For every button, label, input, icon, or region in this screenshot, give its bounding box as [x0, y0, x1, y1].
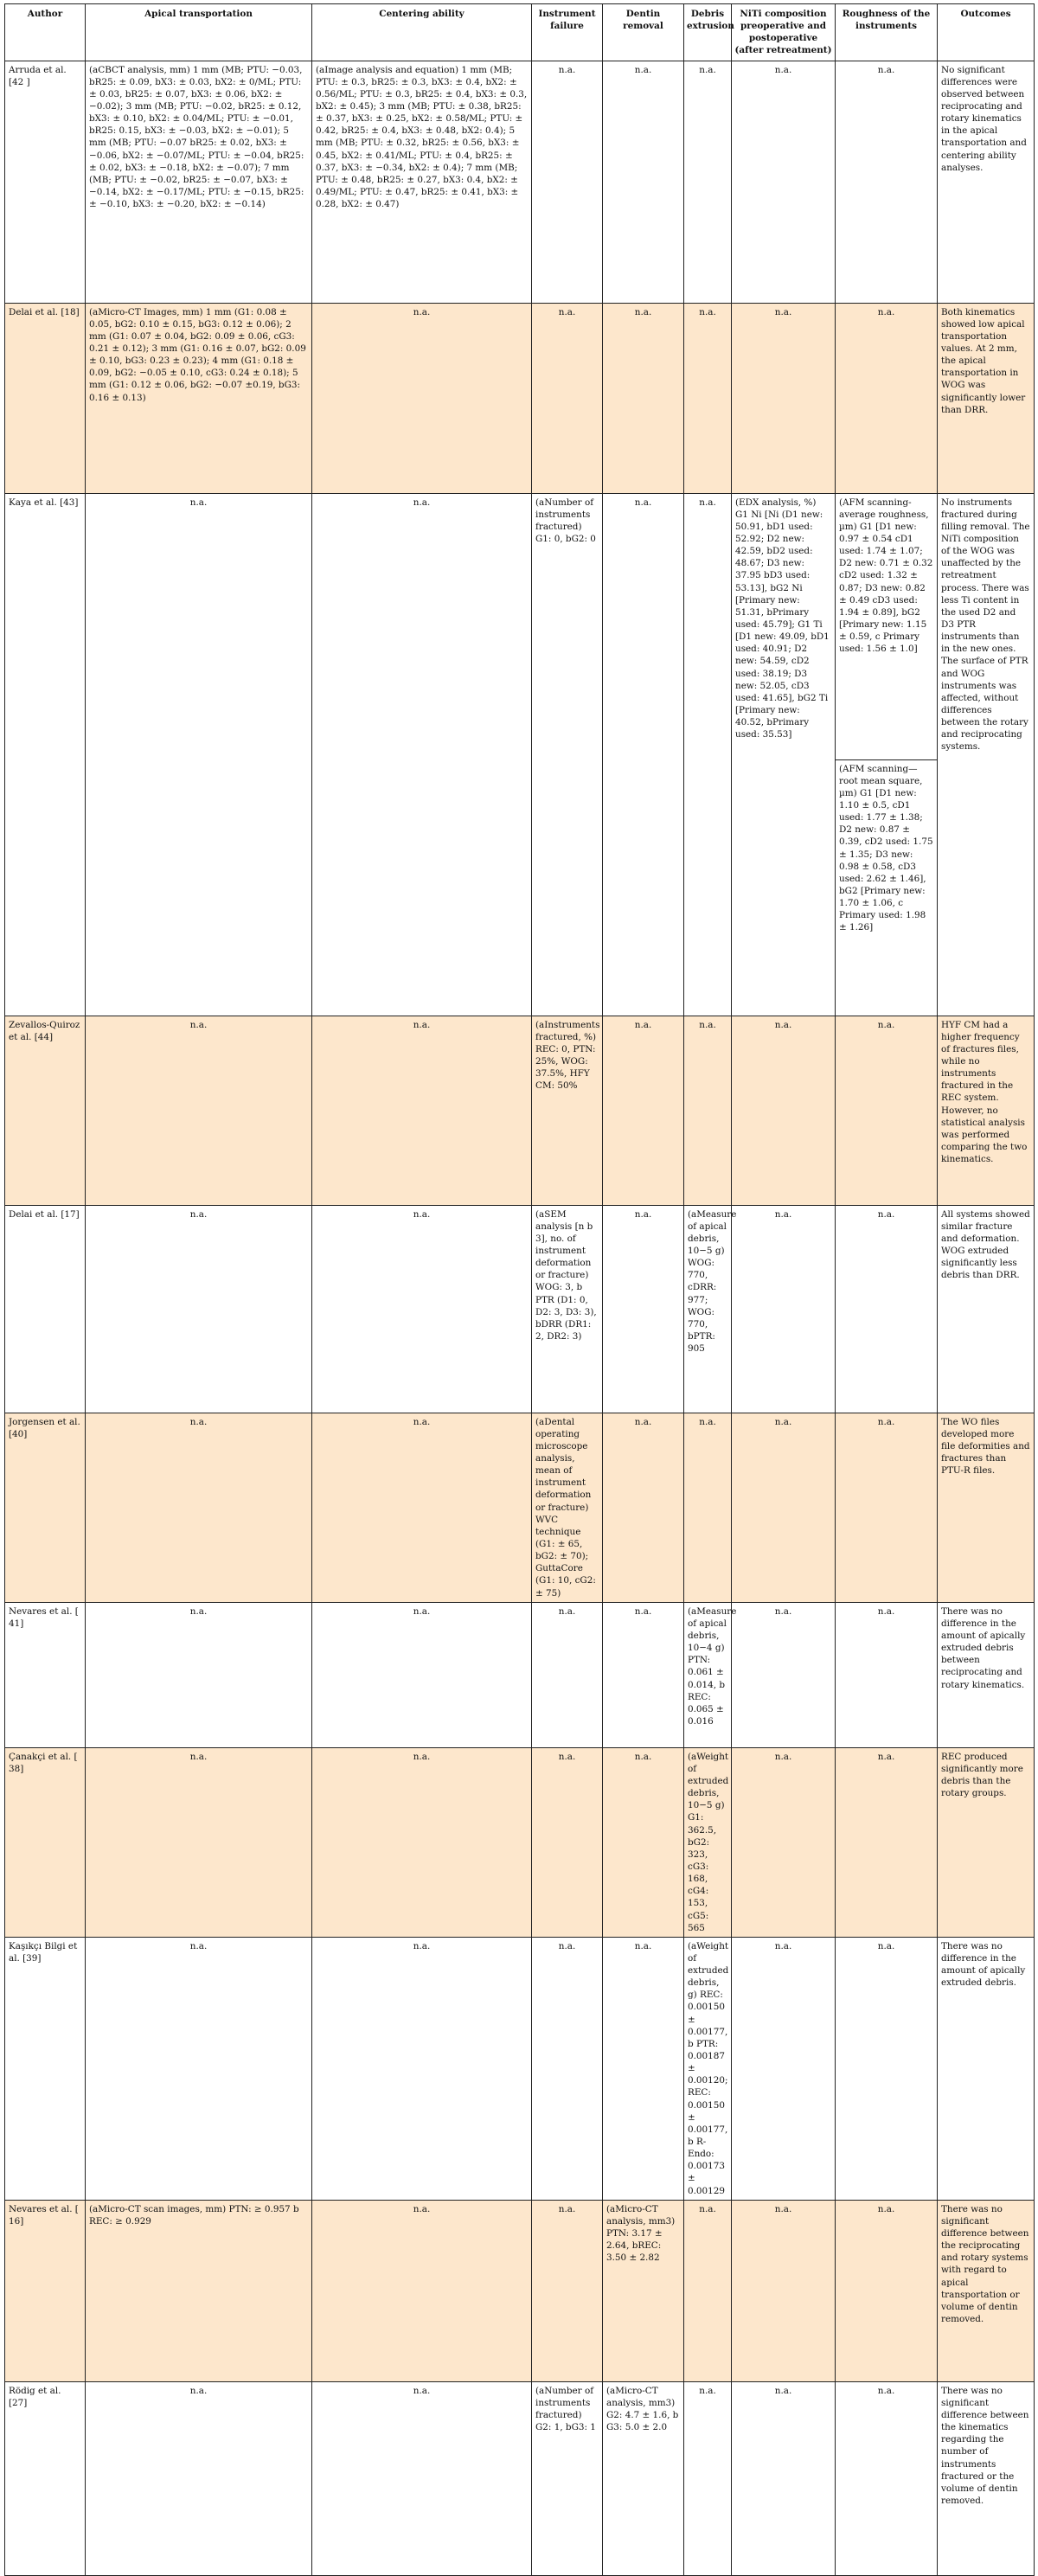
cell-instrument-failure: (aNumber of instruments fractured) G1: 0, bG2: 0: [532, 493, 603, 1016]
cell-dentin-removal: n.a.: [603, 493, 684, 1016]
results-table: [4, 3, 1035, 2576]
cell-centering-ability: n.a.: [312, 1602, 532, 1747]
table-row: [5, 1602, 1035, 1747]
cell-roughness: n.a.: [836, 1602, 938, 1747]
cell-apical-transportation: n.a.: [86, 493, 312, 1016]
table-row: [5, 61, 1035, 303]
table-row: [5, 303, 1035, 493]
cell-instrument-failure: (aInstruments fractured, %) REC: 0, PTN: 25%, WOG: 37.5%, HFY CM: 50%: [532, 1016, 603, 1205]
cell-debris-extrusion: n.a.: [684, 493, 732, 1016]
cell-instrument-failure: n.a.: [532, 1602, 603, 1747]
cell-outcomes: HYF CM had a higher frequency of fractures files, while no instruments fractured in the REC system. However, no statistical analysis was performed comparing the two kinematics.: [938, 1016, 1035, 1205]
header-instrument-failure: Instrument failure: [532, 4, 603, 61]
cell-outcomes: There was no significant difference between the reciprocating and rotary systems with regard to apical transportation or volume of dentin removed.: [938, 2200, 1035, 2381]
cell-roughness: n.a.: [836, 303, 938, 493]
cell-dentin-removal: n.a.: [603, 1747, 684, 1937]
cell-apical-transportation: n.a.: [86, 1602, 312, 1747]
cell-apical-transportation: (aMicro-CT scan images, mm) PTN: ≥ 0.957 b REC: ≥ 0.929: [86, 2200, 312, 2381]
cell-niti-composition: n.a.: [732, 1937, 836, 2200]
cell-centering-ability: n.a.: [312, 1937, 532, 2200]
cell-outcomes: REC produced significantly more debris than the rotary groups.: [938, 1747, 1035, 1937]
cell-debris-extrusion: n.a.: [684, 61, 732, 303]
table-row: [5, 1937, 1035, 2200]
cell-apical-transportation: n.a.: [86, 1413, 312, 1602]
cell-niti-composition: n.a.: [732, 303, 836, 493]
cell-centering-ability: n.a.: [312, 303, 532, 493]
cell-debris-extrusion: (aWeight of extruded debris, g) REC: 0.00150 ± 0.00177, b PTR: 0.00187 ± 0.00120; REC: 0.00150 ± 0.00177, b R-Endo: 0.00173 ± 0.00129: [684, 1937, 732, 2200]
cell-instrument-failure: n.a.: [532, 2200, 603, 2381]
cell-apical-transportation: (aCBCT analysis, mm) 1 mm (MB; PTU: −0.03, bR25: ± 0.09, bX3: ± 0.03, bX2: ± 0/ML; PTU: ± 0.03, bR25: ± 0.07, bX3: ± 0.06, bX2: ± −0.02); 3 mm (MB; PTU: −0.02, bR25: ± 0.12, bX3: ± 0.10, bX2: ± 0.04/ML; PTU: ± −0.01, bR25: 0.15, bX3: ± −0.03, bX2: ± −0.01); 5 mm (MB; PTU: −0.07 bR25: ± 0.02, bX3: ± −0.06, bX2: ± −0.07/ML; PTU: ± −0.04, bR25: ± 0.02, bX3: ± −0.18, bX2: ± −0.07); 7 mm (MB; PTU: ± −0.02, bR25: ± −0.07, bX3: ± −0.14, bX2: ± −0.17/ML; PTU: ± −0.15, bR25: ± −0.10, bX3: ± −0.20, bX2: ± −0.14): [86, 61, 312, 303]
cell-centering-ability: n.a.: [312, 1205, 532, 1413]
header-debris-extrusion: Debris extrusion: [684, 4, 732, 61]
cell-apical-transportation: n.a.: [86, 1747, 312, 1937]
cell-author: Arruda et al. [42 ]: [5, 61, 86, 303]
cell-author: Delai et al. [17]: [5, 1205, 86, 1413]
cell-roughness: n.a.: [836, 2200, 938, 2381]
cell-dentin-removal: n.a.: [603, 61, 684, 303]
cell-roughness: n.a.: [836, 2381, 938, 2575]
cell-author: Rödig et al. [27]: [5, 2381, 86, 2575]
cell-dentin-removal: n.a.: [603, 1937, 684, 2200]
cell-niti-composition: n.a.: [732, 2200, 836, 2381]
cell-apical-transportation: n.a.: [86, 1016, 312, 1205]
cell-centering-ability: n.a.: [312, 2381, 532, 2575]
cell-debris-extrusion: n.a.: [684, 2381, 732, 2575]
header-centering-ability: Centering ability: [312, 4, 532, 61]
header-author: Author: [5, 4, 86, 61]
cell-instrument-failure: n.a.: [532, 303, 603, 493]
table-row: [5, 1747, 1035, 1937]
table-row: [5, 2200, 1035, 2381]
header-dentin-removal: Dentin removal: [603, 4, 684, 61]
table-row: [5, 1413, 1035, 1602]
header-roughness: Roughness of the instruments: [836, 4, 938, 61]
cell-outcomes: There was no difference in the amount of apically extruded debris between reciprocating and rotary kinematics.: [938, 1602, 1035, 1747]
cell-niti-composition: n.a.: [732, 1602, 836, 1747]
cell-niti-composition: (EDX analysis, %) G1 Ni [Ni (D1 new: 50.91, bD1 used: 52.92; D2 new: 42.59, bD2 used: 48.67; D3 new: 37.95 bD3 used: 53.13], bG2 Ni [Primary new: 51.31, bPrimary used: 45.79]; G1 Ti [D1 new: 49.09, bD1 used: 40.91; D2 new: 54.59, cD2 used: 38.19; D3 new: 52.05, cD3 used: 41.65], bG2 Ti [Primary new: 40.52, bPrimary used: 35.53]: [732, 493, 836, 1016]
cell-outcomes: The WO files developed more file deformities and fractures than PTU-R files.: [938, 1413, 1035, 1602]
header-outcomes: Outcomes: [938, 4, 1035, 61]
cell-debris-extrusion: (aMeasure of apical debris, 10−4 g) PTN: 0.061 ± 0.014, b REC: 0.065 ± 0.016: [684, 1602, 732, 1747]
header-niti-composition: NiTi composition preoperative and postoperative (after retreatment): [732, 4, 836, 61]
cell-dentin-removal: (aMicro-CT analysis, mm3) G2: 4.7 ± 1.6, b G3: 5.0 ± 2.0: [603, 2381, 684, 2575]
cell-roughness: n.a.: [836, 1016, 938, 1205]
cell-outcomes: No instruments fractured during filling removal. The NiTi composition of the WOG was unaffected by the retreatment process. There was less Ti content in the used D2 and D3 PTR instruments than in the new ones. The surface of PTR and WOG instruments was affected, without differences between the rotary and reciprocating systems.: [938, 493, 1035, 1016]
cell-niti-composition: n.a.: [732, 1205, 836, 1413]
cell-roughness: n.a.: [836, 1937, 938, 2200]
cell-apical-transportation: (aMicro-CT Images, mm) 1 mm (G1: 0.08 ± 0.05, bG2: 0.10 ± 0.15, bG3: 0.12 ± 0.06); 2 mm (G1: 0.07 ± 0.04, bG2: 0.09 ± 0.06, cG3: 0.21 ± 0.12); 3 mm (G1: 0.16 ± 0.07, bG2: 0.09 ± 0.10, bG3: 0.23 ± 0.23); 4 mm (G1: 0.18 ± 0.09, bG2: −0.05 ± 0.10, cG3: 0.24 ± 0.18); 5 mm (G1: 0.12 ± 0.06, bG2: −0.07 ±0.19, bG3: 0.16 ± 0.13): [86, 303, 312, 493]
cell-centering-ability: n.a.: [312, 1016, 532, 1205]
table-row: [5, 1205, 1035, 1413]
cell-author: Zevallos-Quiroz et al. [44]: [5, 1016, 86, 1205]
cell-debris-extrusion: (aWeight of extruded debris, 10−5 g) G1: 362.5, bG2: 323, cG3: 168, cG4: 153, cG5: 565: [684, 1747, 732, 1937]
cell-dentin-removal: n.a.: [603, 1016, 684, 1205]
cell-instrument-failure: (aNumber of instruments fractured) G2: 1, bG3: 1: [532, 2381, 603, 2575]
cell-niti-composition: n.a.: [732, 61, 836, 303]
cell-niti-composition: n.a.: [732, 1016, 836, 1205]
cell-instrument-failure: n.a.: [532, 1747, 603, 1937]
table-row: [5, 2381, 1035, 2575]
cell-centering-ability: n.a.: [312, 1747, 532, 1937]
table-row: [5, 493, 1035, 759]
cell-dentin-removal: n.a.: [603, 1413, 684, 1602]
cell-dentin-removal: n.a.: [603, 1205, 684, 1413]
cell-author: Kaya et al. [43]: [5, 493, 86, 1016]
cell-instrument-failure: (aSEM analysis [n b 3], no. of instrument deformation or fracture) WOG: 3, b PTR (D1: 0, D2: 3, D3: 3), bDRR (DR1: 2, DR2: 3): [532, 1205, 603, 1413]
cell-roughness: n.a.: [836, 61, 938, 303]
header-apical-transportation: Apical transportation: [86, 4, 312, 61]
cell-author: Çanakçi et al. [ 38]: [5, 1747, 86, 1937]
cell-debris-extrusion: n.a.: [684, 1016, 732, 1205]
cell-debris-extrusion: (aMeasure of apical debris, 10−5 g) WOG: 770, cDRR: 977; WOG: 770, bPTR: 905: [684, 1205, 732, 1413]
cell-niti-composition: n.a.: [732, 1413, 836, 1602]
table-row: [5, 1016, 1035, 1205]
cell-niti-composition: n.a.: [732, 1747, 836, 1937]
cell-apical-transportation: n.a.: [86, 2381, 312, 2575]
cell-roughness: n.a.: [836, 1205, 938, 1413]
cell-instrument-failure: (aDental operating microscope analysis, mean of instrument deformation or fracture) WVC technique (G1: ± 65, bG2: ± 70); GuttaCore (G1: 10, cG2: ± 75): [532, 1413, 603, 1602]
cell-dentin-removal: n.a.: [603, 303, 684, 493]
cell-niti-composition: n.a.: [732, 2381, 836, 2575]
cell-instrument-failure: n.a.: [532, 61, 603, 303]
cell-debris-extrusion: n.a.: [684, 1413, 732, 1602]
cell-outcomes: No significant differences were observed between reciprocating and rotary kinematics in the apical transportation and centering ability analyses.: [938, 61, 1035, 303]
cell-centering-ability: n.a.: [312, 2200, 532, 2381]
cell-outcomes: All systems showed similar fracture and deformation. WOG extruded significantly less debris than DRR.: [938, 1205, 1035, 1413]
cell-author: Delai et al. [18]: [5, 303, 86, 493]
cell-roughness-average: (AFM scanning-average roughness, µm) G1 [D1 new: 0.97 ± 0.54 cD1 used: 1.74 ± 1.07; D2 new: 0.71 ± 0.32 cD2 used: 1.32 ± 0.87; D3 new: 0.82 ± 0.49 cD3 used: 1.94 ± 0.89], bG2 [Primary new: 1.15 ± 0.59, c Primary used: 1.56 ± 1.0]: [836, 493, 938, 759]
cell-roughness: n.a.: [836, 1747, 938, 1937]
cell-author: Kaşıkçı Bilgi et al. [39]: [5, 1937, 86, 2200]
cell-dentin-removal: (aMicro-CT analysis, mm3) PTN: 3.17 ± 2.64, bREC: 3.50 ± 2.82: [603, 2200, 684, 2381]
cell-centering-ability: n.a.: [312, 493, 532, 1016]
cell-apical-transportation: n.a.: [86, 1205, 312, 1413]
cell-author: Nevares et al. [ 16]: [5, 2200, 86, 2381]
cell-instrument-failure: n.a.: [532, 1937, 603, 2200]
cell-outcomes: Both kinematics showed low apical transportation values. At 2 mm, the apical transportation in WOG was significantly lower than DRR.: [938, 303, 1035, 493]
header-row: [5, 4, 1035, 61]
cell-debris-extrusion: n.a.: [684, 303, 732, 493]
cell-debris-extrusion: n.a.: [684, 2200, 732, 2381]
cell-author: Jorgensen et al. [40]: [5, 1413, 86, 1602]
cell-author: Nevares et al. [ 41]: [5, 1602, 86, 1747]
cell-centering-ability: n.a.: [312, 1413, 532, 1602]
cell-apical-transportation: n.a.: [86, 1937, 312, 2200]
cell-dentin-removal: n.a.: [603, 1602, 684, 1747]
cell-roughness: n.a.: [836, 1413, 938, 1602]
cell-roughness-rms: (AFM scanning—root mean square, µm) G1 [D1 new: 1.10 ± 0.5, cD1 used: 1.77 ± 1.38; D2 new: 0.87 ± 0.39, cD2 used: 1.75 ± 1.35; D3 new: 0.98 ± 0.58, cD3 used: 2.62 ± 1.46], bG2 [Primary new: 1.70 ± 1.06, c Primary used: 1.98 ± 1.26]: [836, 759, 938, 1016]
cell-centering-ability: (aImage analysis and equation) 1 mm (MB; PTU: ± 0.3, bR25: ± 0.3, bX3: ± 0.4, bX2: ± 0.56/ML; PTU: ± 0.3, bR25: ± 0.4, bX3: ± 0.3, bX2: ± 0.45); 3 mm (MB; PTU: ± 0.38, bR25: ± 0.37, bX3: ± 0.25, bX2: ± 0.58/ML; PTU: ± 0.42, bR25: ± 0.4, bX3: ± 0.48, bX2: 0.4); 5 mm (MB; PTU: ± 0.32, bR25: ± 0.56, bX3: ± 0.45, bX2: ± 0.41/ML; PTU: ± 0.4, bR25: ± 0.37, bX3: ± −0.34, bX2: ± 0.4); 7 mm (MB; PTU: ± 0.48, bR25: ± 0.27, bX3: 0.4, bX2: ± 0.49/ML; PTU: ± 0.47, bR25: ± 0.41, bX3: ± 0.28, bX2: ± 0.47): [312, 61, 532, 303]
cell-outcomes: There was no difference in the amount of apically extruded debris.: [938, 1937, 1035, 2200]
cell-outcomes: There was no significant difference between the kinematics regarding the number of instruments fractured or the volume of dentin removed.: [938, 2381, 1035, 2575]
